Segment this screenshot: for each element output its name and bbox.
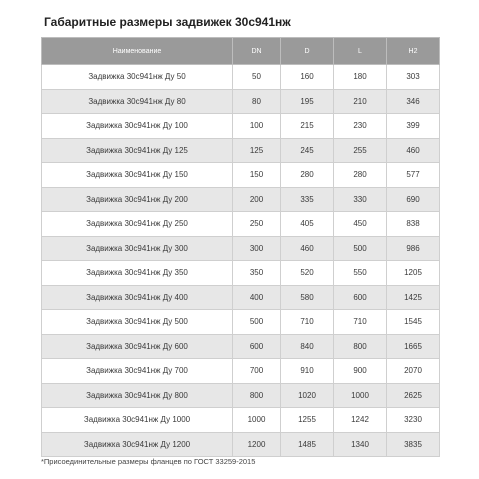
cell-d: 840 — [281, 334, 334, 359]
cell-dn: 50 — [233, 65, 281, 90]
cell-d: 580 — [281, 285, 334, 310]
cell-h2: 1665 — [387, 334, 440, 359]
cell-h2: 1425 — [387, 285, 440, 310]
table-row — [42, 187, 440, 212]
header-l: L — [334, 38, 387, 65]
cell-name: Задвижка 30с941нж Ду 600 — [42, 334, 233, 359]
cell-d: 245 — [281, 138, 334, 163]
cell-d: 405 — [281, 212, 334, 237]
cell-dn: 500 — [233, 310, 281, 335]
cell-name: Задвижка 30с941нж Ду 200 — [42, 187, 233, 212]
cell-l: 450 — [334, 212, 387, 237]
cell-name: Задвижка 30с941нж Ду 400 — [42, 285, 233, 310]
cell-dn: 800 — [233, 383, 281, 408]
cell-d: 1485 — [281, 432, 334, 457]
table-row — [42, 236, 440, 261]
cell-dn: 80 — [233, 89, 281, 114]
cell-name: Задвижка 30с941нж Ду 50 — [42, 65, 233, 90]
cell-d: 460 — [281, 236, 334, 261]
cell-dn: 1200 — [233, 432, 281, 457]
dimensions-table — [41, 37, 440, 457]
cell-h2: 690 — [387, 187, 440, 212]
cell-l: 900 — [334, 359, 387, 384]
cell-l: 500 — [334, 236, 387, 261]
cell-l: 710 — [334, 310, 387, 335]
table-row — [42, 89, 440, 114]
header-name: Наименование — [42, 38, 233, 65]
table-row — [42, 138, 440, 163]
cell-h2: 3230 — [387, 408, 440, 433]
cell-d: 910 — [281, 359, 334, 384]
header-h2: H2 — [387, 38, 440, 65]
cell-l: 800 — [334, 334, 387, 359]
table-body — [42, 65, 440, 457]
cell-d: 280 — [281, 163, 334, 188]
cell-h2: 460 — [387, 138, 440, 163]
cell-name: Задвижка 30с941нж Ду 500 — [42, 310, 233, 335]
table-row — [42, 383, 440, 408]
table-row — [42, 163, 440, 188]
page-title: Габаритные размеры задвижек 30с941нж — [44, 15, 291, 29]
cell-dn: 700 — [233, 359, 281, 384]
cell-name: Задвижка 30с941нж Ду 800 — [42, 383, 233, 408]
cell-name: Задвижка 30с941нж Ду 1000 — [42, 408, 233, 433]
cell-l: 550 — [334, 261, 387, 286]
cell-h2: 3835 — [387, 432, 440, 457]
table-header-row — [42, 38, 440, 65]
cell-d: 160 — [281, 65, 334, 90]
table-row — [42, 114, 440, 139]
cell-name: Задвижка 30с941нж Ду 1200 — [42, 432, 233, 457]
cell-h2: 1545 — [387, 310, 440, 335]
table-row — [42, 261, 440, 286]
cell-dn: 300 — [233, 236, 281, 261]
table-row — [42, 334, 440, 359]
table-row — [42, 408, 440, 433]
cell-l: 180 — [334, 65, 387, 90]
cell-h2: 1205 — [387, 261, 440, 286]
cell-d: 1255 — [281, 408, 334, 433]
cell-d: 520 — [281, 261, 334, 286]
table-row — [42, 310, 440, 335]
footnote: *Присоединительные размеры фланцев по ГОСТ 33259-2015 — [41, 457, 256, 466]
cell-d: 710 — [281, 310, 334, 335]
cell-h2: 986 — [387, 236, 440, 261]
cell-l: 600 — [334, 285, 387, 310]
cell-d: 335 — [281, 187, 334, 212]
cell-h2: 399 — [387, 114, 440, 139]
table-row — [42, 212, 440, 237]
cell-h2: 346 — [387, 89, 440, 114]
cell-h2: 303 — [387, 65, 440, 90]
cell-h2: 577 — [387, 163, 440, 188]
table-row — [42, 65, 440, 90]
cell-name: Задвижка 30с941нж Ду 350 — [42, 261, 233, 286]
cell-l: 280 — [334, 163, 387, 188]
cell-dn: 200 — [233, 187, 281, 212]
cell-l: 330 — [334, 187, 387, 212]
cell-l: 255 — [334, 138, 387, 163]
table-header — [42, 38, 440, 65]
table-row — [42, 359, 440, 384]
cell-dn: 350 — [233, 261, 281, 286]
cell-name: Задвижка 30с941нж Ду 150 — [42, 163, 233, 188]
cell-dn: 1000 — [233, 408, 281, 433]
cell-l: 210 — [334, 89, 387, 114]
dimensions-table-container — [41, 37, 439, 457]
cell-l: 1242 — [334, 408, 387, 433]
cell-name: Задвижка 30с941нж Ду 300 — [42, 236, 233, 261]
header-d: D — [281, 38, 334, 65]
cell-dn: 150 — [233, 163, 281, 188]
table-row — [42, 432, 440, 457]
cell-d: 195 — [281, 89, 334, 114]
cell-dn: 100 — [233, 114, 281, 139]
cell-l: 1340 — [334, 432, 387, 457]
cell-name: Задвижка 30с941нж Ду 250 — [42, 212, 233, 237]
cell-h2: 2625 — [387, 383, 440, 408]
cell-dn: 600 — [233, 334, 281, 359]
cell-h2: 838 — [387, 212, 440, 237]
cell-d: 215 — [281, 114, 334, 139]
cell-dn: 250 — [233, 212, 281, 237]
cell-l: 230 — [334, 114, 387, 139]
header-dn: DN — [233, 38, 281, 65]
cell-name: Задвижка 30с941нж Ду 100 — [42, 114, 233, 139]
cell-dn: 125 — [233, 138, 281, 163]
cell-h2: 2070 — [387, 359, 440, 384]
cell-name: Задвижка 30с941нж Ду 125 — [42, 138, 233, 163]
table-row — [42, 285, 440, 310]
cell-d: 1020 — [281, 383, 334, 408]
cell-name: Задвижка 30с941нж Ду 700 — [42, 359, 233, 384]
cell-name: Задвижка 30с941нж Ду 80 — [42, 89, 233, 114]
cell-dn: 400 — [233, 285, 281, 310]
cell-l: 1000 — [334, 383, 387, 408]
